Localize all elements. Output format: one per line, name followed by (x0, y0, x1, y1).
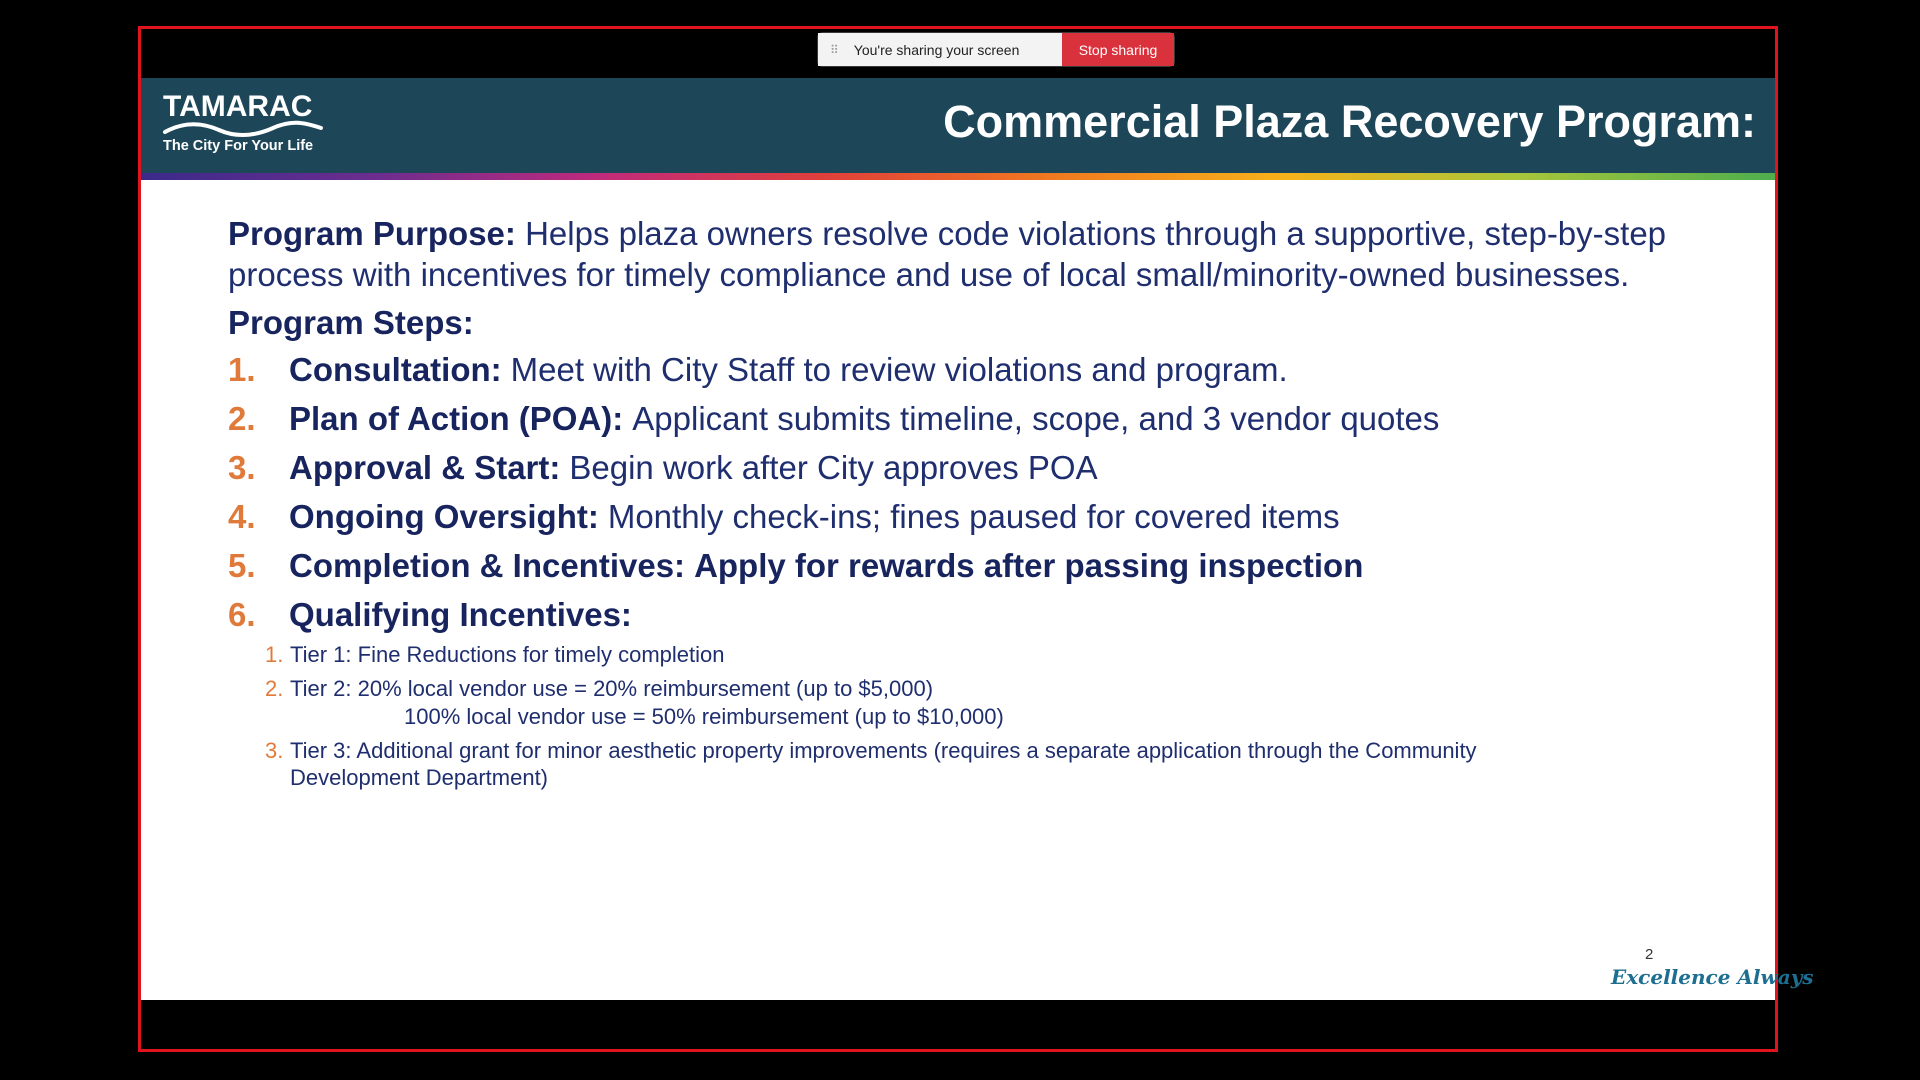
share-status (818, 33, 1062, 66)
stop-sharing-button[interactable]: Stop sharing (1062, 33, 1174, 66)
step-description: Monthly check-ins; fines paused for covered items (607, 498, 1340, 535)
step-description: Applicant submits timeline, scope, and 3 vendor quotes (632, 400, 1440, 437)
step-number: 2. (228, 400, 256, 437)
list-item (228, 641, 1748, 668)
steps-list (228, 345, 1748, 639)
step-description: Apply for rewards after passing inspection (694, 547, 1364, 584)
tier-text: Tier 2: 20% local vendor use = 20% reimbursement (up to $5,000) (290, 676, 934, 701)
list-item (228, 394, 1748, 443)
share-status-text: You're sharing your screen (853, 41, 1020, 58)
slide-title: Commercial Plaza Recovery Program: (943, 96, 1756, 147)
list-item (228, 443, 1748, 492)
purpose-label: Program Purpose: (228, 215, 516, 252)
list-item (228, 590, 1748, 639)
presentation-slide (141, 78, 1814, 1000)
incentive-tiers (228, 641, 1748, 791)
drag-handle-icon[interactable]: ⠿ (830, 42, 838, 57)
list-item (228, 675, 1748, 702)
step-number: 3. (228, 449, 256, 486)
step-title: Approval & Start: (289, 449, 561, 486)
footer-slogan: Excellence Always (1611, 965, 1814, 989)
list-item (228, 492, 1748, 541)
tier-text: Tier 1: Fine Reductions for timely completion (290, 642, 725, 667)
logo-tagline: The City For Your Life (163, 138, 314, 154)
step-title: Consultation: (289, 351, 502, 388)
step-description: Begin work after City approves POA (569, 449, 1098, 486)
list-item (228, 345, 1748, 394)
list-item (228, 541, 1748, 590)
screen-share-toolbar (818, 33, 1174, 66)
step-description: Meet with City Staff to review violations and program. (510, 351, 1288, 388)
step-number: 6. (228, 596, 256, 633)
tier-number: 3. (265, 738, 284, 763)
step-title: Qualifying Incentives: (289, 596, 632, 633)
purpose-text: Helps plaza owners resolve code violations through a supportive, step-by-step process with incentives for timely compliance and use of local small/minority-owned businesses. (228, 215, 1667, 293)
step-title: Ongoing Oversight: (289, 498, 599, 535)
tier-text: Tier 3: Additional grant for minor aesthetic property improvements (requires a separate application through the Community Development Department) (290, 738, 1477, 790)
page-number: 2 (1645, 946, 1654, 963)
wave-icon (163, 122, 323, 136)
tier-number: 1. (265, 642, 284, 667)
slide-header (141, 78, 1775, 173)
list-item (228, 737, 1748, 791)
slide-body (228, 213, 1748, 798)
step-number: 1. (228, 351, 256, 388)
logo-name: TAMARAC (163, 90, 313, 123)
tier-extra-text: 100% local vendor use = 50% reimbursement (up to $10,000) (404, 704, 1004, 729)
step-number: 5. (228, 547, 256, 584)
rainbow-divider (141, 173, 1775, 180)
step-title: Completion & Incentives: (289, 547, 686, 584)
tier-number: 2. (265, 676, 284, 701)
step-number: 4. (228, 498, 256, 535)
step-title: Plan of Action (POA): (289, 400, 624, 437)
program-purpose (228, 213, 1748, 295)
steps-heading: Program Steps: (228, 304, 474, 341)
tamarac-logo (163, 92, 333, 154)
